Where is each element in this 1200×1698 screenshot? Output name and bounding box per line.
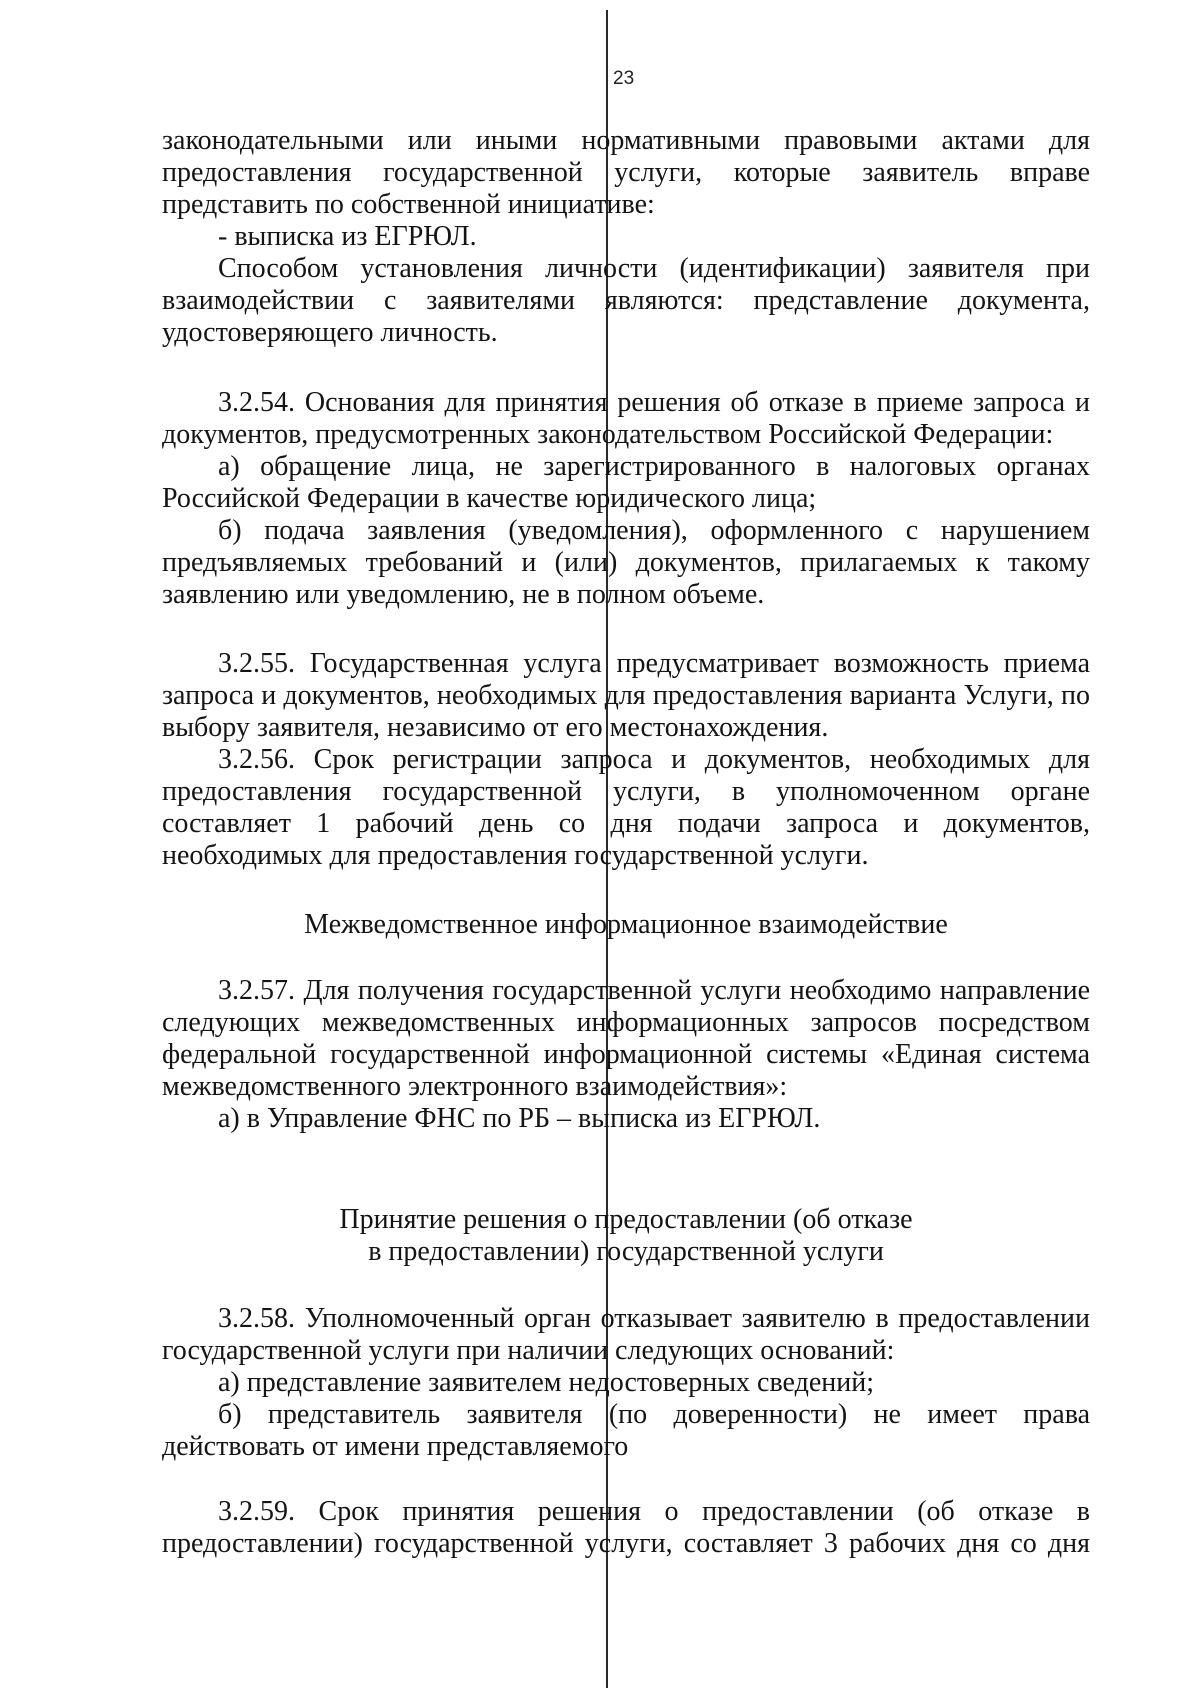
section-3-2-55 [162,648,1090,872]
clause-3-2-59: 3.2.59. Срок принятия решения о предоставлении (об отказе в предоставлении) государственной услуги, составляет 3 рабочих дня со дня [162,1496,1090,1559]
paragraph: законодательными или иными нормативными правовыми актами для предоставления государственной услуги, которые заявитель вправе представить по собственной инициативе: [162,125,1090,220]
list-item: а) представление заявителем недостоверных сведений; [218,1367,874,1398]
clause-3-2-55: 3.2.55. Государственная услуга предусматривает возможность приема запроса и документов, необходимых для предоставления варианта Услуги, по выбору заявителя, независимо от его местонахождения. [162,648,1090,743]
clause-3-2-56: 3.2.56. Срок регистрации запроса и документов, необходимых для предоставления государственной услуги, в уполномоченном органе составляет 1 рабочий день со дня подачи запроса и документов, необходимых для предоставления государственной услуги. [162,744,1090,871]
section-heading: Принятие решения о предоставлении (об отказе [339,1204,913,1235]
paragraph: Способом установления личности (идентификации) заявителя при взаимодействии с заявителями являются: представление документа, удостоверяющего личность. [162,253,1090,348]
list-item: - выписка из ЕГРЮЛ. [218,221,477,252]
section-heading: в предоставлении) государственной услуги [368,1236,884,1267]
page-number: 23 [613,68,635,89]
list-item: а) обращение лица, не зарегистрированного в налоговых органах Российской Федерации в качестве юридического лица; [162,451,1090,514]
section-3-2-57 [162,975,1090,1135]
list-item: б) подача заявления (уведомления), оформленного с нарушением предъявляемых требований и (или) документов, прилагаемых к такому заявлению или уведомлению, не в полном объеме. [162,515,1090,610]
clause-3-2-57: 3.2.57. Для получения государственной услуги необходимо направление следующих межведомственных информационных запросов посредством федеральной государственной информационной системы «Единая система межведомственного электронного взаимодействия»: [162,975,1090,1102]
clause-3-2-54: 3.2.54. Основания для принятия решения об отказе в приеме запроса и документов, предусмотренных законодательством Российской Федерации: [162,387,1090,450]
section-3-2-58 [162,1303,1090,1463]
clause-3-2-58: 3.2.58. Уполномоченный орган отказывает заявителю в предоставлении государственной услуги при наличии следующих оснований: [162,1303,1090,1366]
section-heading: Межведомственное информационное взаимодействие [304,909,948,940]
list-item: а) в Управление ФНС по РБ – выписка из ЕГРЮЛ. [218,1103,821,1134]
list-item: б) представитель заявителя (по доверенности) не имеет права действовать от имени представляемого [162,1399,1090,1462]
section-3-2-54 [162,387,1090,611]
section-3-2-59 [162,1496,1090,1560]
section-intro [162,125,1090,349]
